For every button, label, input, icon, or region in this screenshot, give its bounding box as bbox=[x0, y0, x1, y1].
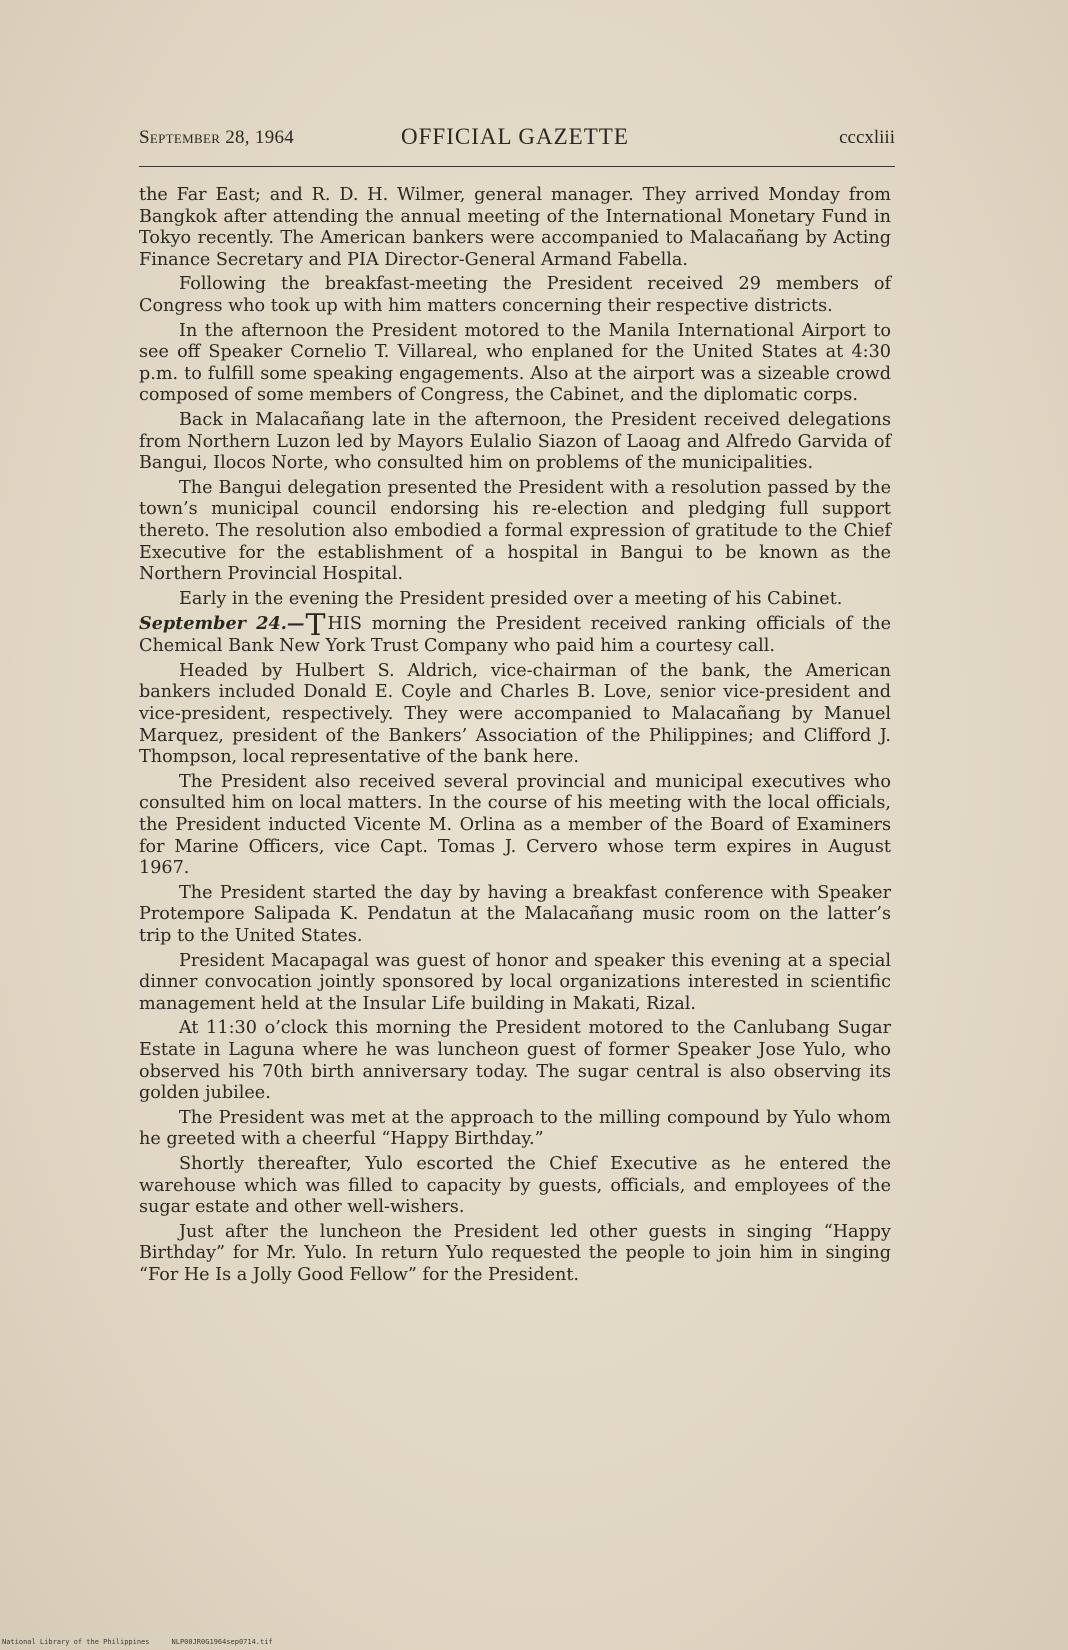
paragraph-13: Shortly thereafter, Yulo escorted the Chief Executive as he entered the warehouse which was filled to capacity by guests, officials, and employees of the sugar estate and other well-wishers. bbox=[139, 1153, 891, 1218]
paragraph-6: Early in the evening the President presided over a meeting of his Cabinet. bbox=[179, 588, 843, 609]
paragraph-4: Back in Malacañang late in the afternoon, the President received delegations from Northern Luzon led by Mayors Eulalio Siazon of Laoag and Alfredo Garvida of Bangui, Ilocos Norte, who consulted him on problems of the municipalities. bbox=[139, 409, 891, 474]
paragraph-12: The President was met at the approach to the milling compound by Yulo whom he greeted with a cheerful “Happy Birthday.” bbox=[139, 1107, 891, 1150]
library-credit: National Library of the Philippines bbox=[2, 1638, 150, 1646]
paragraph-2: Following the breakfast-meeting the President received 29 members of Congress who took up with him matters concerning their respective districts. bbox=[139, 274, 891, 316]
paragraph-1: the Far East; and R. D. H. Wilmer, general manager. They arrived Monday from Bangkok after attending the annual meeting of the International Monetary Fund in Tokyo recently. The American bankers were accompanied to Malacañang by Acting Finance Secretary and PIA Director-General Armand Fabella. bbox=[139, 185, 891, 270]
page-number: cccxliii bbox=[839, 127, 895, 148]
paragraph-3: In the afternoon the President motored to the Manila International Airport to see off Speaker Cornelio T. Villareal, who enplaned for the United States at 4:30 p.m. to fulfill some speaking engagements. Also at the airport was a sizeable crowd composed of some members of Congress, the Cabinet, and the diplomatic corps. bbox=[139, 320, 891, 406]
issue-date: September 28, 1964 bbox=[139, 127, 295, 148]
paragraph-8: The President also received several provincial and municipal executives who consulted him on local matters. In the course of his meeting with the local officials, the President inducted Vicente M. Orlina as a member of the Board of Examiners for Marine Officers, vice Capt. Tomas J. Cervero whose term expires in August 1967. bbox=[139, 771, 891, 879]
scan-filename: NLP00JR0G1964sep0714.tif bbox=[171, 1638, 273, 1646]
publication-title: OFFICIAL GAZETTE bbox=[401, 124, 629, 149]
dateline: September 24.— bbox=[139, 613, 305, 635]
paragraph-7: Headed by Hulbert S. Aldrich, vice-chairman of the bank, the American bankers included Donald E. Coyle and Charles B. Love, senior vice-president and vice-president, respectively. They were accompanied to Malacañang by Manuel Marquez, president of the Bankers’ Association of the Philippines; and Clifford J. Thompson, local representative of the bank here. bbox=[139, 660, 891, 768]
paragraph-5: The Bangui delegation presented the President with a resolution passed by the town’s municipal council endorsing his re-election and pledging full support thereto. The resolution also embodied a formal expression of gratitude to the Chief Executive for the establishment of a hospital in Bangui to be known as the Northern Provincial Hospital. bbox=[139, 477, 891, 585]
paragraph-11: At 11:30 o’clock this morning the President motored to the Canlubang Sugar Estate in Laguna where he was luncheon guest of former Speaker Jose Yulo, who observed his 70th birth anniversary today. The sugar central is also observing its golden jubilee. bbox=[139, 1018, 891, 1104]
paragraph-9: The President started the day by having a breakfast conference with Speaker Protempore Salipada K. Pendatun at the Malacañang music room on the latter’s trip to the United States. bbox=[139, 882, 891, 946]
drop-cap: T bbox=[305, 608, 326, 644]
header-rule bbox=[139, 166, 895, 167]
scan-footer bbox=[2, 1638, 273, 1646]
dated-entry bbox=[139, 608, 891, 658]
paragraph-14: Just after the luncheon the President led other guests in singing “Happy Birthday” for Mr. Yulo. In return Yulo requested the people to join him in singing “For He Is a Jolly Good Fellow” for the President. bbox=[139, 1221, 891, 1285]
dated-entry-text: HIS morning the President received ranking officials of the Chemical Bank New York Trust Company who paid him a courtesy call. bbox=[139, 614, 891, 657]
running-header bbox=[139, 124, 895, 157]
paragraph-10: President Macapagal was guest of honor and speaker this evening at a special dinner convocation jointly sponsored by local organizations interested in scientific management held at the Insular Life building in Makati, Rizal. bbox=[139, 950, 891, 1014]
article-body bbox=[139, 185, 891, 1290]
